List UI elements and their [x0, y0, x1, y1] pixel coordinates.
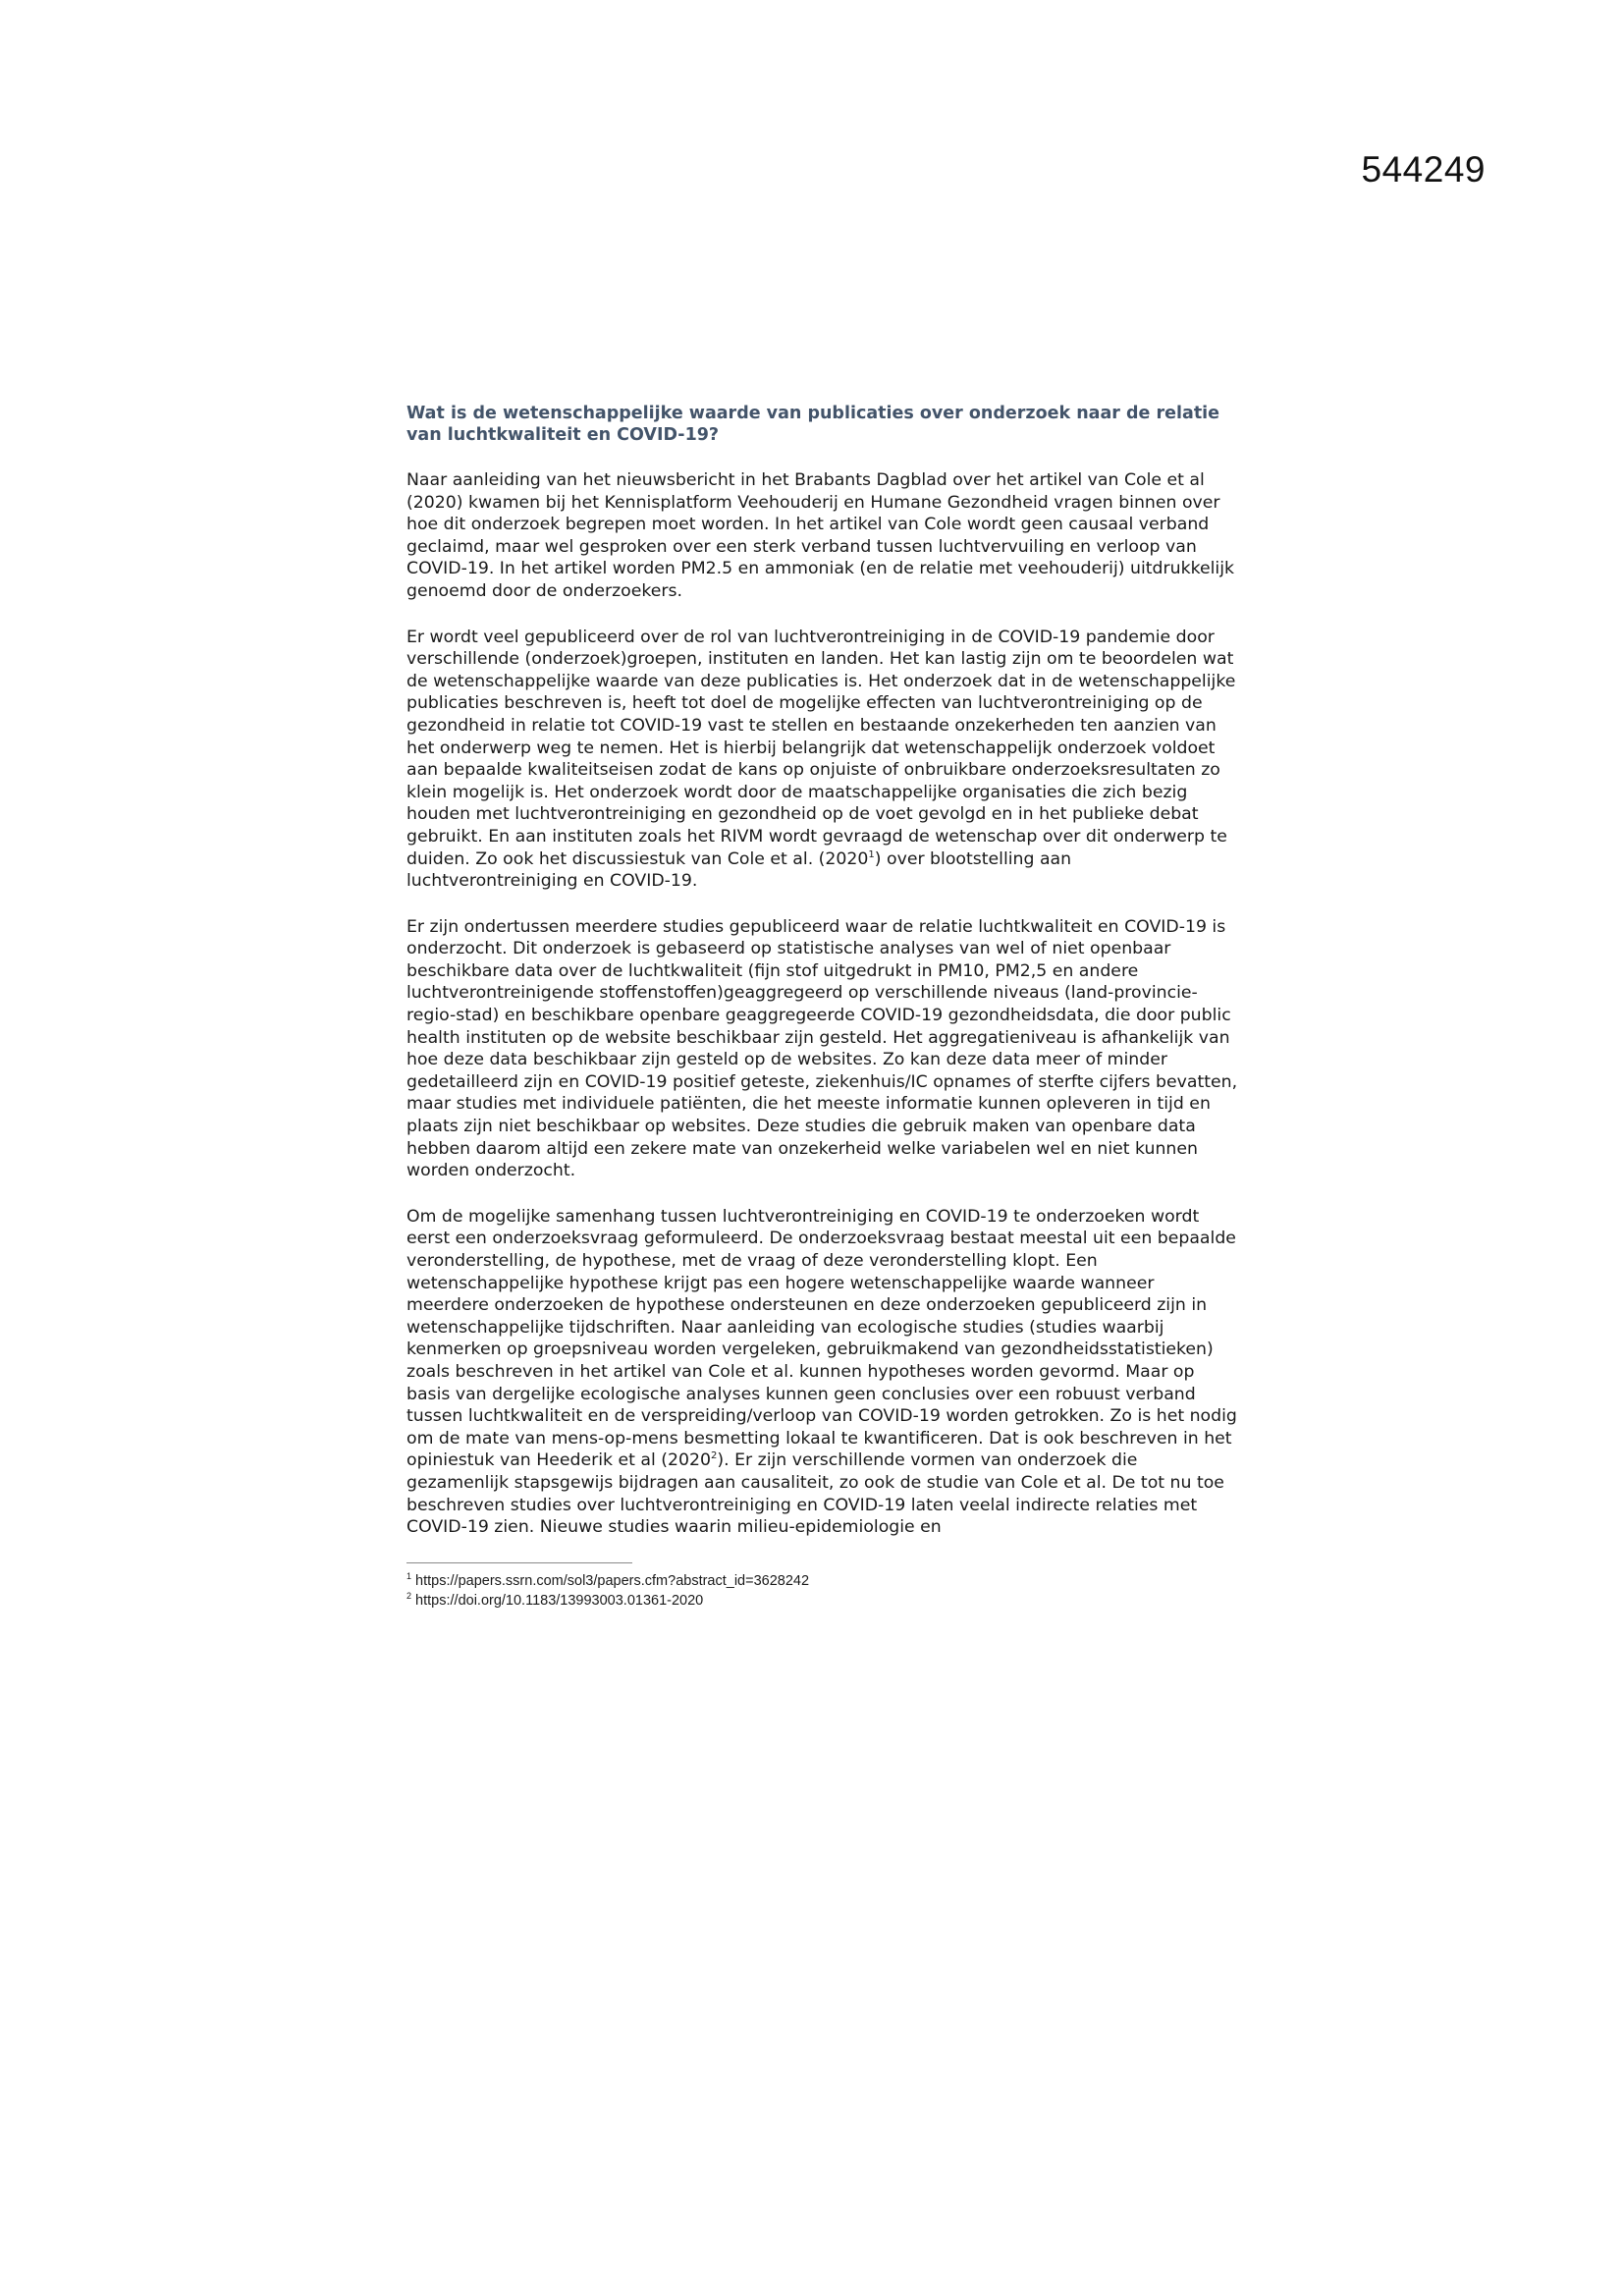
paragraph-text: ) over blootstelling aan luchtverontreiniging en COVID-19.: [406, 848, 1072, 892]
paragraph-text: ). Er zijn verschillende vormen van onderzoek die gezamenlijk stapsgewijs bijdragen aan causaliteit, zo ook de studie van Cole et al. De tot nu toe beschreven studies over luchtverontreiniging en COVID-19 laten veelal indirecte relaties met COVID-19 zien. Nieuwe studies waarin milieu-epidemiologie en: [406, 1450, 1224, 1538]
paragraph-studies: Er zijn ondertussen meerdere studies gepubliceerd waar de relatie luchtkwaliteit en COVID-19 is onderzocht. Dit onderzoek is gebaseerd op statistische analyses van wel of niet openbaar beschikbare data over de luchtkwaliteit (fijn stof uitgedrukt in PM10, PM2,5 en andere luchtverontreinigende stoffenstoffen)geaggregeerd op verschillende niveaus (land-provincie-regio-stad) en beschikbare openbare geaggregeerde COVID-19 gezondheidsdata, die door public health instituten op de website beschikbaar zijn gesteld. Het aggregatieniveau is afhankelijk van hoe deze data beschikbaar zijn gesteld op de websites. Zo kan deze data meer of minder gedetailleerd zijn en COVID-19 positief geteste, ziekenhuis/IC opnames of sterfte cijfers bevatten, maar studies met individuele patiënten, die het meeste informatie kunnen opleveren in tijd en plaats zijn niet beschikbaar op websites. Deze studies die gebruik maken van openbare data hebben daarom altijd een zekere mate van onzekerheid welke variabelen wel en niet kunnen worden onderzocht.: [406, 916, 1238, 1181]
footnote-divider: [406, 1562, 632, 1563]
paragraph-publications: [406, 627, 1241, 893]
footnote-link[interactable]: https://doi.org/10.1183/13993003.01361-2020: [415, 1592, 704, 1609]
paragraph-text: Er wordt veel gepubliceerd over de rol van luchtverontreiniging in de COVID-19 pandemie door verschillende (onderzoek)groepen, instituten en landen. Het kan lastig zijn om te beoordelen wat de wetenschappelijke waarde van deze publicaties is. Het onderzoek dat in de wetenschappelijke publicaties beschreven is, heeft tot doel de mogelijke effecten van luchtverontreiniging op de gezondheid in relatie tot COVID-19 vast te stellen en bestaande onzekerheden ten aanzien van het onderwerp weg te nemen. Het is hierbij belangrijk dat wetenschappelijk onderzoek voldoet aan bepaalde kwaliteitseisen zodat de kans op onjuiste of onbruikbare onderzoeksresultaten zo klein mogelijk is. Het onderzoek wordt door de maatschappelijke organisaties die zich bezig houden met luchtverontreiniging en gezondheid op de voet gevolgd en in het publieke debat gebruikt. En aan instituten zoals het RIVM wordt gevraagd de wetenschap over dit onderwerp te duiden. Zo ook het discussiestuk van Cole et al. (2020: [406, 627, 1236, 869]
paragraph-intro: Naar aanleiding van het nieuwsbericht in het Brabants Dagblad over het artikel van Cole et al (2020) kwamen bij het Kennisplatform Veehouderij en Humane Gezondheid vragen binnen over hoe dit onderzoek begrepen moet worden. In het artikel van Cole wordt geen causaal verband geclaimd, maar wel gesproken over een sterk verband tussen luchtvervuiling en verloop van COVID-19. In het artikel worden PM2.5 en ammoniak (en de relatie met veehouderij) uitdrukkelijk genoemd door de onderzoekers.: [406, 470, 1235, 601]
footnote-number: 2: [406, 1590, 412, 1601]
footnote-link[interactable]: https://papers.ssrn.com/sol3/papers.cfm?abstract_id=3628242: [415, 1572, 810, 1589]
footnote-reference: 2: [711, 1450, 718, 1462]
paragraph-hypothesis: [406, 1206, 1241, 1539]
footnote: [406, 1571, 1241, 1591]
footnote-number: 1: [406, 1570, 412, 1581]
page-title: Wat is de wetenschappelijke waarde van publicaties over onderzoek naar de relatie van luchtkwaliteit en COVID-19?: [406, 404, 1220, 445]
document-number: 544249: [1361, 149, 1486, 190]
footnote: [406, 1591, 1241, 1611]
footnote-reference: 1: [868, 848, 875, 860]
paragraph-text: Om de mogelijke samenhang tussen luchtverontreiniging en COVID-19 te onderzoeken wordt eerst een onderzoeksvraag geformuleerd. De onderzoeksvraag bestaat meestal uit een bepaalde veronderstelling, de hypothese, met de vraag of deze veronderstelling klopt. Een wetenschappelijke hypothese krijgt pas een hogere wetenschappelijke waarde wanneer meerdere onderzoeken de hypothese ondersteunen en deze onderzoeken gepubliceerd zijn in wetenschappelijke tijdschriften. Naar aanleiding van ecologische studies (studies waarbij kenmerken op groepsniveau worden vergeleken, gebruikmakend van gezondheidsstatistieken) zoals beschreven in het artikel van Cole et al. kunnen hypotheses worden gevormd. Maar op basis van dergelijke ecologische analyses kunnen geen conclusies over een robuust verband tussen luchtkwaliteit en de verspreiding/verloop van COVID-19 worden getrokken. Zo is het nodig om de mate van mens-op-mens besmetting lokaal te kwantificeren. Dat is ook beschreven in het opiniestuk van Heederik et al (2020: [406, 1206, 1237, 1471]
document-body: [406, 403, 1241, 1611]
